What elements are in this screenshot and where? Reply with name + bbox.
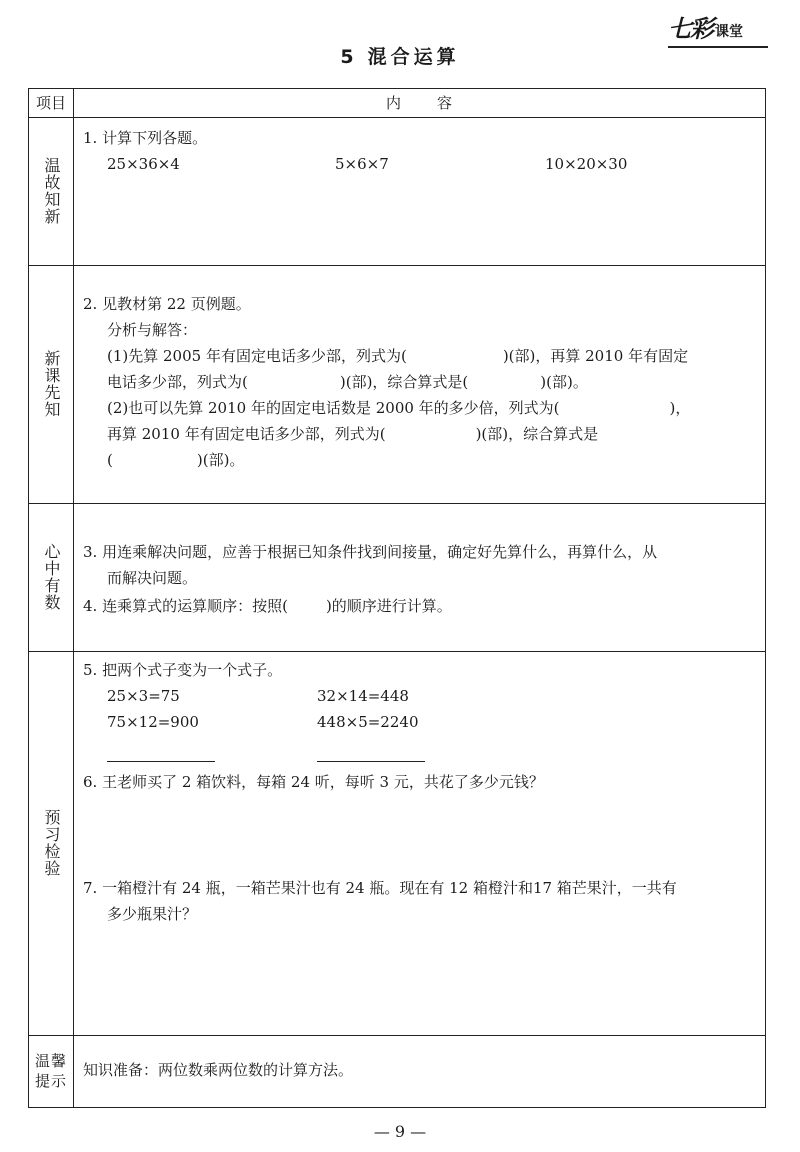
analysis-label: 分析与解答： (107, 321, 198, 339)
equation-a1: 25×3=75 (107, 687, 180, 705)
question-4: 4. 连乘算式的运算顺序：按照( )的顺序进行计算。 (83, 597, 452, 615)
expression-2: 5×6×7 (335, 155, 389, 173)
page-number: — 9 — (373, 1122, 427, 1141)
section-content (73, 265, 765, 503)
answer-line-1[interactable] (107, 761, 215, 762)
expression-3: 10×20×30 (545, 155, 628, 173)
header-content: 内容 (385, 94, 488, 112)
table-header (29, 89, 765, 118)
q2-line-2: 电话多少部，列式为( )(部)，综合算式是( )(部)。 (107, 373, 588, 391)
section-label: 温故知新 (29, 117, 74, 265)
question-3-line-2: 而解决问题。 (107, 569, 198, 587)
q2-line-4: 再算 2010 年有固定电话多少部，列式为( )(部)，综合算式是 (107, 425, 599, 443)
brand-logo-main: 七彩 (668, 15, 712, 43)
question-6: 6. 王老师买了 2 箱饮料，每箱 24 听，每听 3 元，共花了多少元钱？ (83, 773, 544, 791)
equation-b1: 32×14=448 (317, 687, 409, 705)
section-tip (29, 1035, 765, 1107)
page-title (0, 42, 800, 69)
section-content (73, 117, 765, 265)
worksheet-table (28, 88, 766, 1108)
header-item: 项目 (29, 89, 74, 117)
lesson-number: 5 (340, 46, 358, 68)
equation-b2: 448×5=2240 (317, 713, 419, 731)
question-7-line-2: 多少瓶果汁？ (107, 905, 198, 923)
section-content (73, 651, 765, 1035)
section-label: 温馨 提示 (29, 1035, 74, 1107)
q2-line-1: (1)先算 2005 年有固定电话多少部，列式为( )(部)，再算 2010 年有固定 (107, 347, 689, 365)
section-review (29, 117, 765, 266)
section-label: 新课先知 (29, 265, 74, 503)
equation-a2: 75×12=900 (107, 713, 199, 731)
q2-line-3: (2)也可以先算 2010 年的固定电话数是 2000 年的多少倍，列式为( )， (107, 399, 691, 417)
question-2-title: 2. 见教材第 22 页例题。 (83, 295, 251, 313)
section-content (73, 503, 765, 651)
question-1-title: 1. 计算下列各题。 (83, 129, 208, 147)
q2-line-5: ( )(部)。 (107, 451, 245, 469)
question-7-line-1: 7. 一箱橙汁有 24 瓶，一箱芒果汁也有 24 瓶。现在有 12 箱橙汁和17 箱芒果汁，一共有 (83, 879, 677, 897)
section-mindful (29, 503, 765, 652)
question-3-line-1: 3. 用连乘解决问题，应善于根据已知条件找到间接量，确定好先算什么，再算什么，从 (83, 543, 658, 561)
section-check (29, 651, 765, 1036)
section-preview (29, 265, 765, 504)
section-content (73, 1035, 765, 1107)
tip-text: 知识准备：两位数乘两位数的计算方法。 (83, 1061, 354, 1079)
expression-1: 25×36×4 (107, 155, 180, 173)
section-label: 心中有数 (29, 503, 74, 651)
section-label: 预习检验 (29, 651, 74, 1035)
brand-logo (668, 15, 768, 44)
brand-logo-sub: 课堂 (715, 24, 743, 40)
lesson-title: 混合运算 (367, 46, 460, 68)
answer-line-2[interactable] (317, 761, 425, 762)
question-5-title: 5. 把两个式子变为一个式子。 (83, 661, 283, 679)
